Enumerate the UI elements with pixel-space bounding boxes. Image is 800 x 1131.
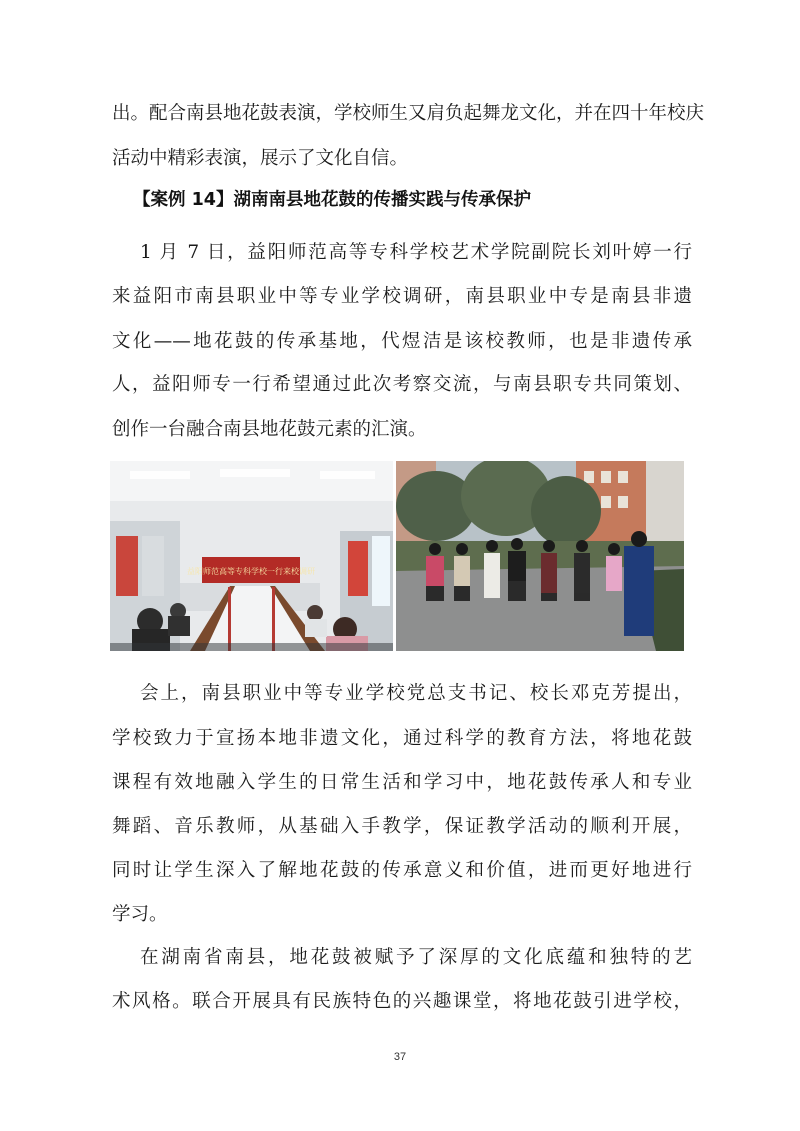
paragraph3-line-2: 术风格。联合开展具有民族特色的兴趣课堂，将地花鼓引进学校， xyxy=(112,991,692,1012)
paragraph1-line-3: 文化——地花鼓的传承基地，代煜洁是该校教师，也是非遗传承 xyxy=(112,331,692,352)
paragraph1-line-1: 1 月 7 日，益阳师范高等专科学校艺术学院副院长刘叶婷一行 xyxy=(140,242,692,263)
page-number: 37 xyxy=(393,1051,407,1063)
paragraph2-line-5: 同时让学生深入了解地花鼓的传承意义和价值，进而更好地进行 xyxy=(112,860,692,881)
paragraph1-line-2: 来益阳市南县职业中等专业学校调研，南县职业中专是南县非遗 xyxy=(112,286,692,307)
paragraph3-line-1: 在湖南省南县，地花鼓被赋予了深厚的文化底蕴和独特的艺 xyxy=(140,947,692,968)
paragraph2-line-6: 学习。 xyxy=(112,904,168,925)
paragraph2-line-2: 学校致力于宣扬本地非遗文化，通过科学的教育方法，将地花鼓 xyxy=(112,728,692,749)
case-heading: 【案例 14】湖南南县地花鼓的传播实践与传承保护 xyxy=(133,190,531,210)
paragraph2-line-3: 课程有效地融入学生的日常生活和学习中，地花鼓传承人和专业 xyxy=(112,772,692,793)
meeting-room-photo xyxy=(110,461,393,651)
meeting-room-illustration xyxy=(110,461,393,651)
campus-group-illustration xyxy=(396,461,684,651)
continuation-line-1: 出。配合南县地花鼓表演，学校师生又肩负起舞龙文化，并在四十年校庆 xyxy=(112,103,705,124)
paragraph1-line-5: 创作一台融合南县地花鼓元素的汇演。 xyxy=(112,419,427,440)
paragraph1-line-4: 人，益阳师专一行希望通过此次考察交流，与南县职专共同策划、 xyxy=(112,374,692,395)
meeting-banner-text: 益阳师范高等专科学校一行来校调研 xyxy=(187,567,315,576)
paragraph2-line-1: 会上，南县职业中等专业学校党总支书记、校长邓克芳提出， xyxy=(140,683,692,704)
campus-group-photo xyxy=(396,461,684,651)
paragraph2-line-4: 舞蹈、音乐教师，从基础入手教学，保证教学活动的顺利开展， xyxy=(112,816,692,837)
continuation-line-2: 活动中精彩表演，展示了文化自信。 xyxy=(112,148,409,169)
